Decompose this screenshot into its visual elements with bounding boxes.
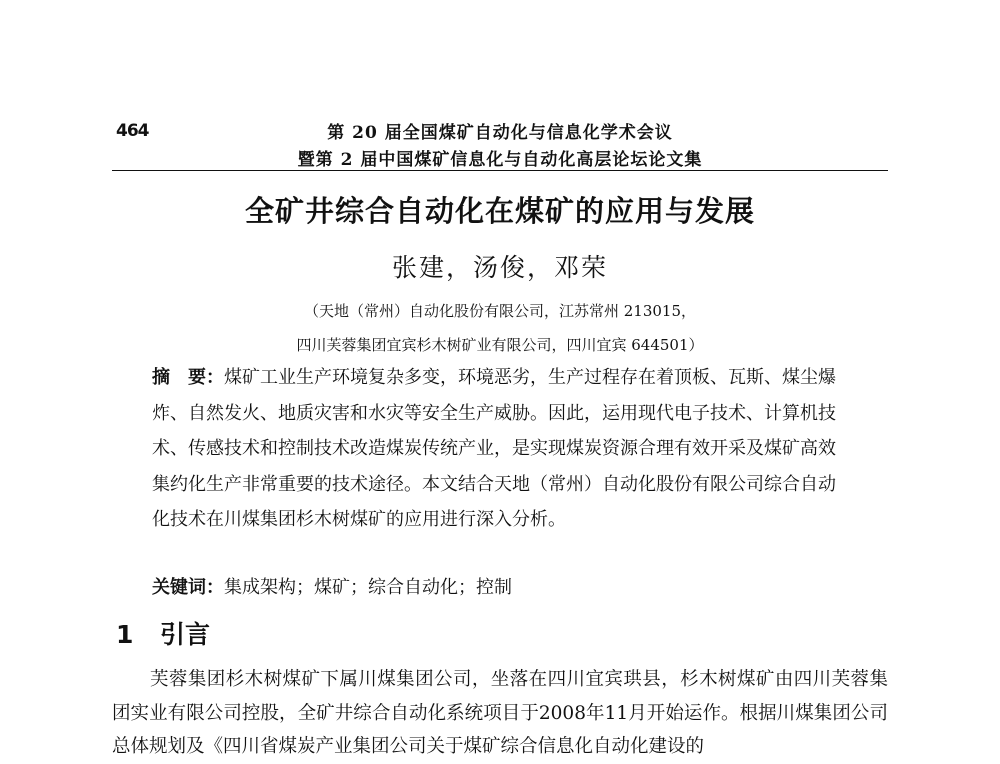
keywords-label: 关键词： [152, 577, 224, 598]
running-header-line1: 第 20 届全国煤矿自动化与信息化学术会议 [327, 123, 673, 143]
section-heading [116, 615, 210, 651]
section-title: 引言 [160, 620, 211, 649]
abstract-label: 摘 要： [152, 367, 224, 388]
body-paragraph: 芙蓉集团杉木树煤矿下属川煤集团公司，坐落在四川宜宾珙县，杉木树煤矿由四川芙蓉集团实业有限公司控股，全矿井综合自动化系统项目于2008年11月开始运作。根据川煤集团公司总体规划及《四川省煤炭产业集团公司关于煤矿综合信息化自动化建设的 [112, 669, 888, 757]
paper-title: 全矿井综合自动化在煤矿的应用与发展 [244, 194, 755, 228]
affiliation-line2: 四川芙蓉集团宜宾杉木树矿业有限公司，四川宜宾 644501） [296, 336, 704, 354]
section-number: 1 [116, 620, 134, 649]
running-header-line2: 暨第 2 届中国煤矿信息化与自动化高层论坛论文集 [297, 150, 703, 170]
header-rule [112, 170, 888, 171]
page-number: 464 [116, 121, 149, 141]
abstract-text: 煤矿工业生产环境复杂多变，环境恶劣，生产过程存在着顶板、瓦斯、煤尘爆炸、自然发火、地质灾害和水灾等安全生产威胁。因此，运用现代电子技术、计算机技术、传感技术和控制技术改造煤炭传统产业，是实现煤炭资源合理有效开采及煤矿高效集约化生产非常重要的技术途径。本文结合天地（常州）自动化股份有限公司综合自动化技术在川煤集团杉木树煤矿的应用进行深入分析。 [152, 367, 836, 530]
keywords-text: 集成架构；煤矿；综合自动化；控制 [224, 577, 512, 598]
affiliation-line1: （天地（常州）自动化股份有限公司，江苏常州 213015， [303, 302, 697, 320]
keywords [152, 573, 852, 603]
abstract [152, 360, 852, 538]
author-list: 张建，汤俊，邓荣 [391, 253, 608, 282]
